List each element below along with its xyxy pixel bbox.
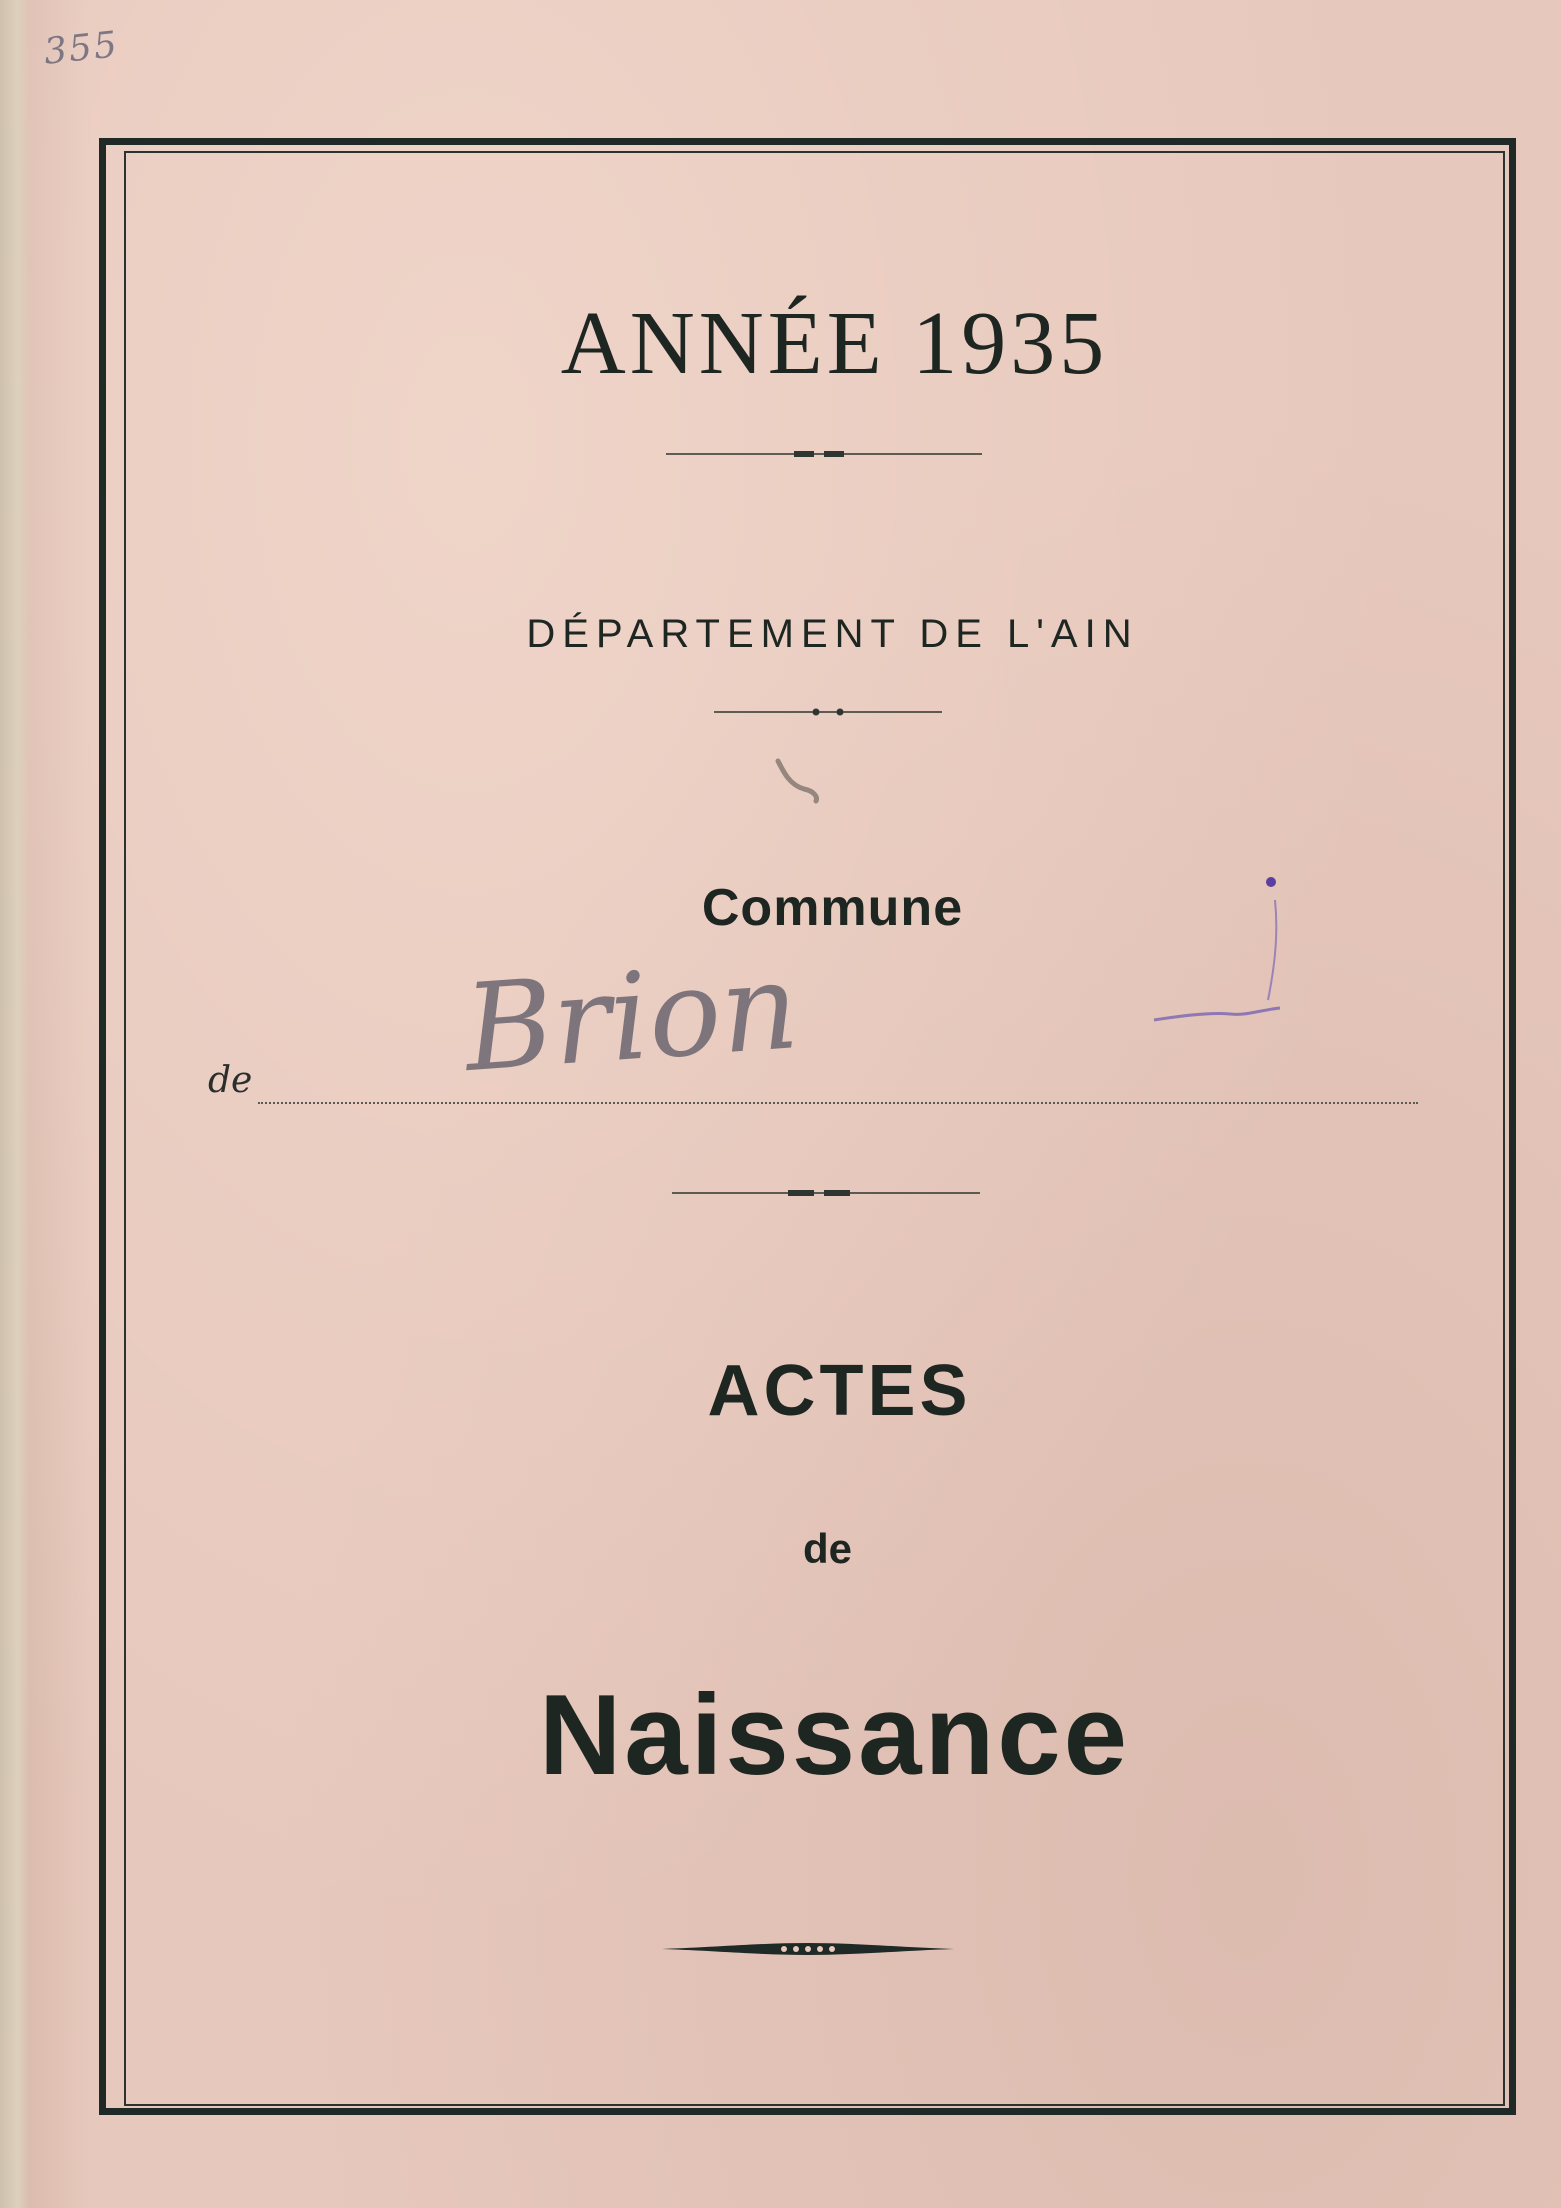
ornament-divider-3 <box>670 1185 982 1201</box>
commune-dotted-line <box>258 1102 1418 1104</box>
ornament-divider-1 <box>664 444 984 464</box>
ink-smudge <box>770 755 826 805</box>
register-connector: de <box>802 1525 852 1572</box>
register-title: ACTES <box>707 1351 972 1431</box>
corner-pencil-note: 355 <box>42 24 121 73</box>
commune-prefix: de <box>208 1060 253 1101</box>
ornament-divider-2 <box>712 704 944 720</box>
ornament-divider-bottom <box>660 1938 956 1960</box>
commune-label: Commune <box>701 879 964 937</box>
department-title: DÉPARTEMENT DE L'AIN <box>526 612 1139 656</box>
commune-name-handwritten: Brion <box>460 937 803 1099</box>
year-title: ANNÉE 1935 <box>560 294 1109 393</box>
violet-ink-mark <box>1150 870 1290 1030</box>
register-type: Naissance <box>538 1672 1131 1799</box>
